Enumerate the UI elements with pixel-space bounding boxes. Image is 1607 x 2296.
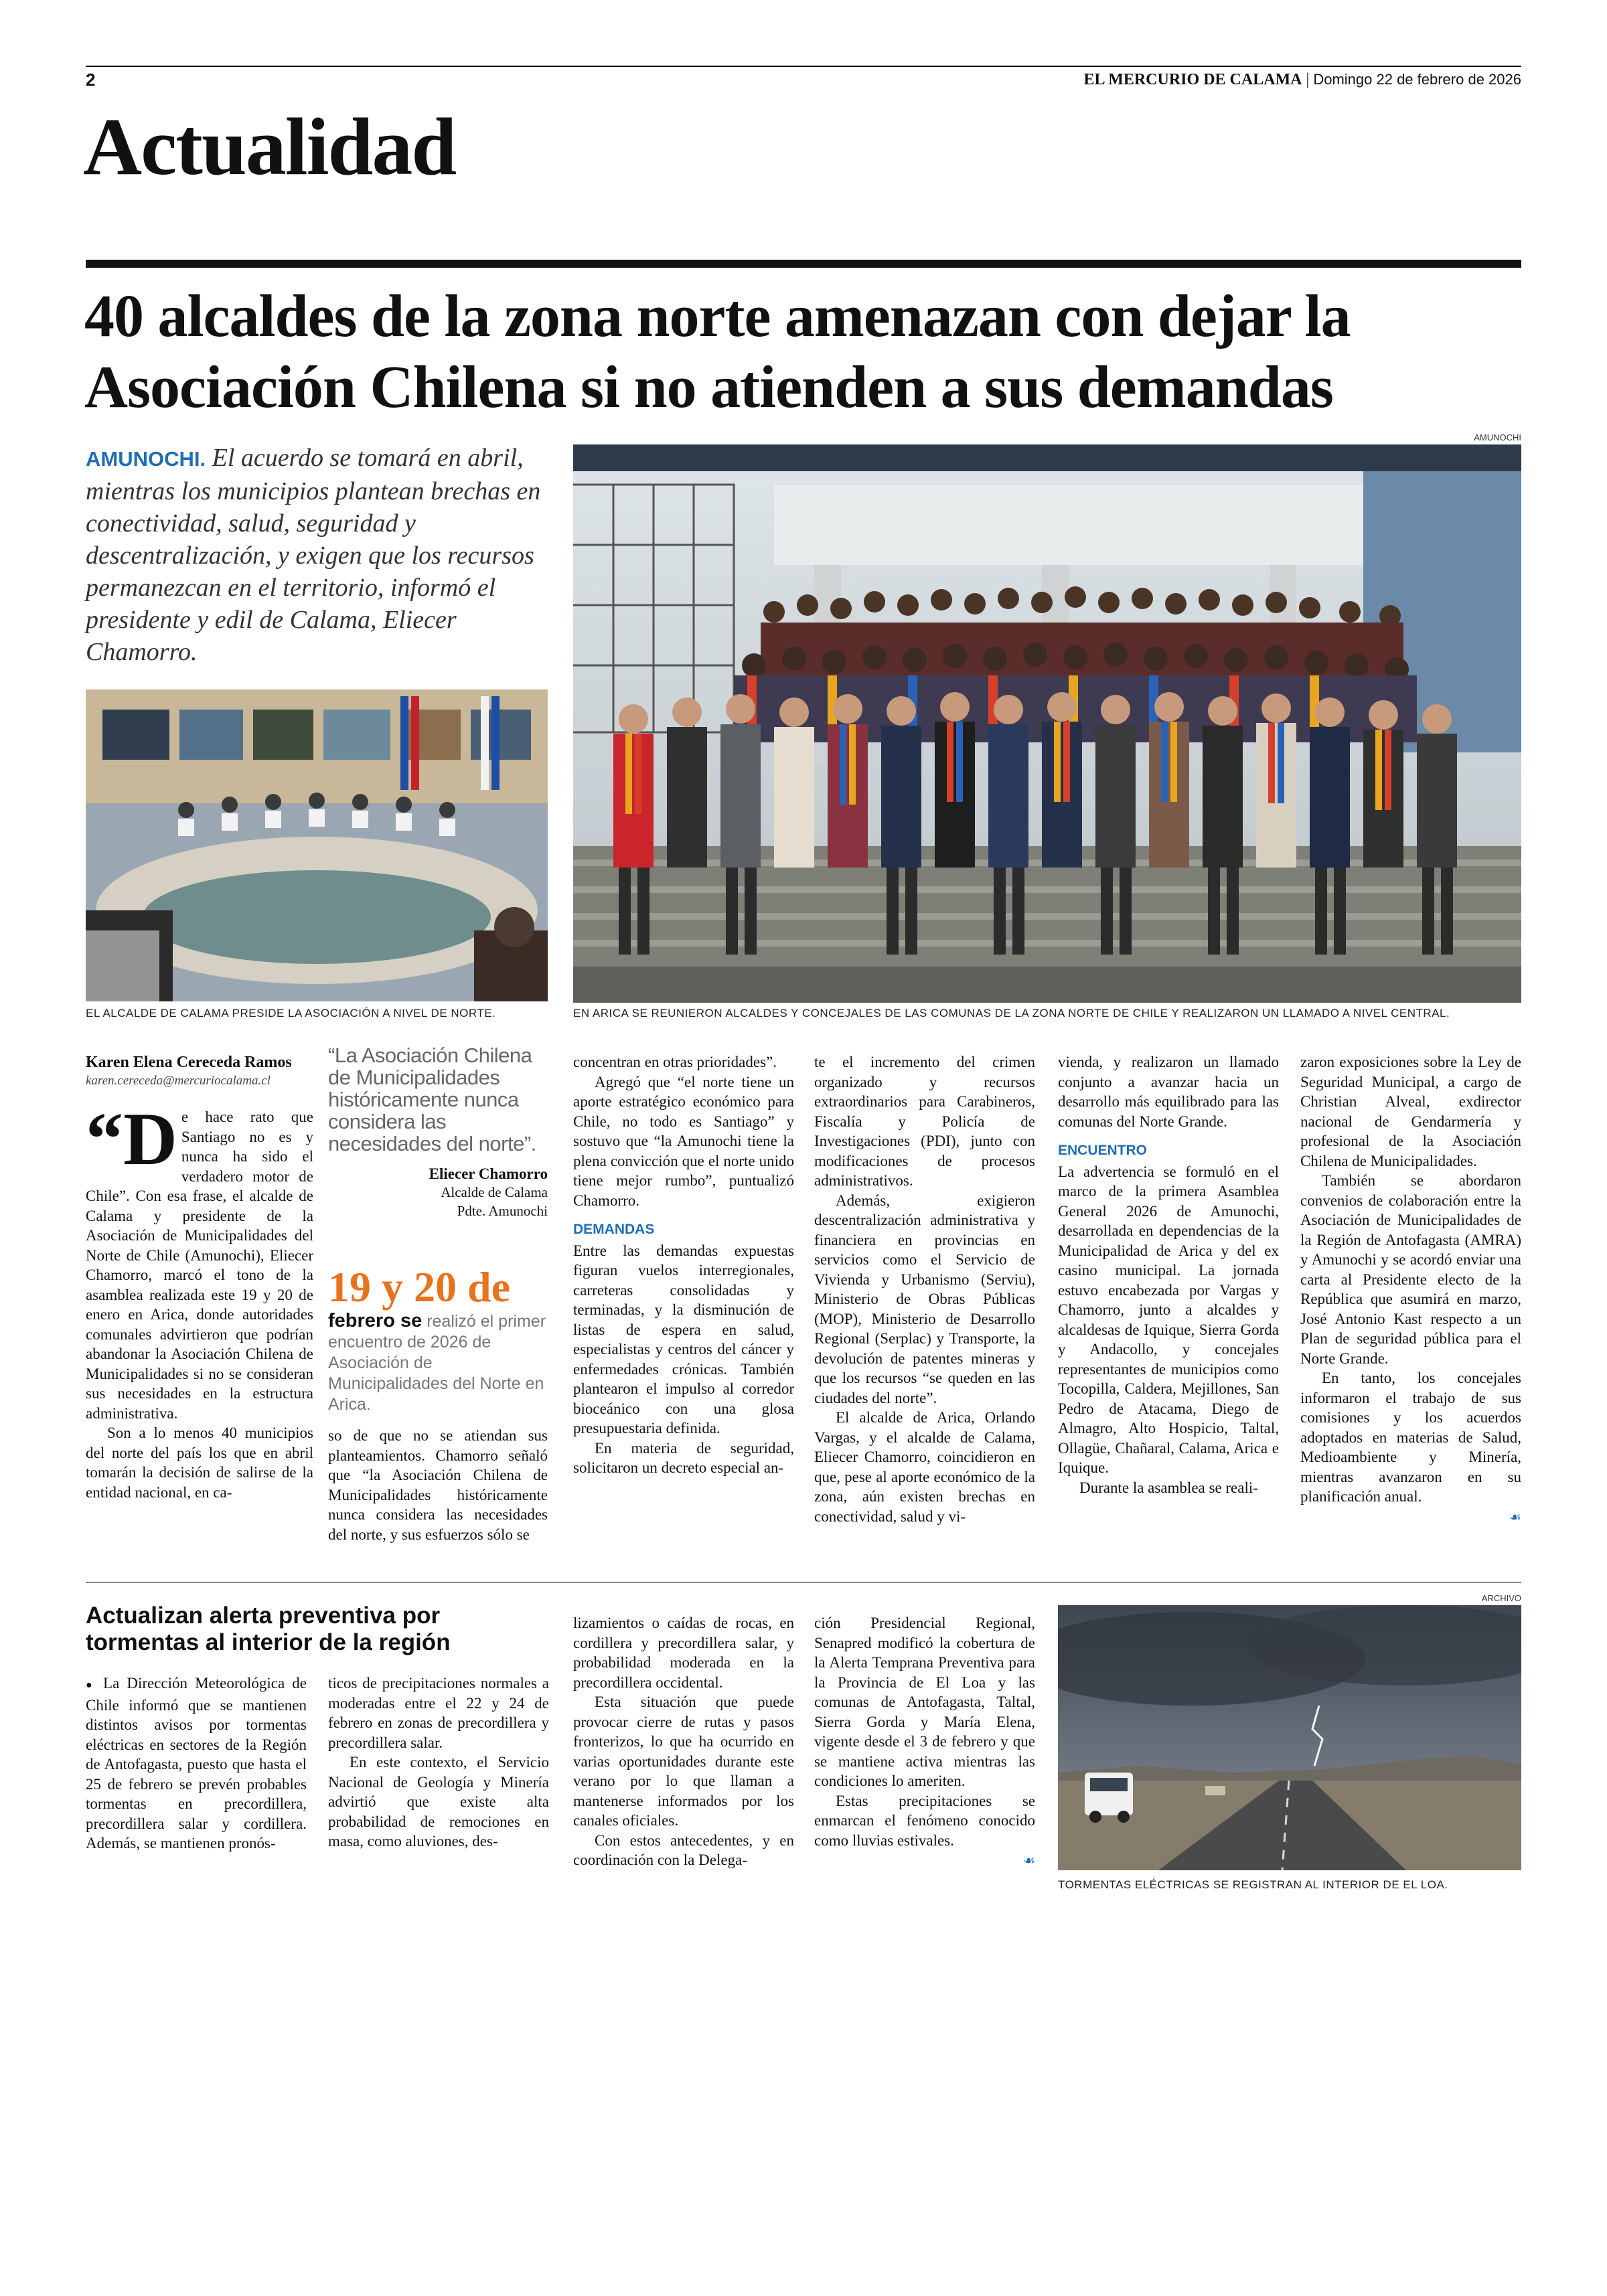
col4-paragraph-3: El alcalde de Arica, Orlando Vargas, y el alcalde de Calama, Eliecer Chamorro, coincidieron en que, pese al aporte económico de la zona, aún existen brechas en conectividad, salud y vi- xyxy=(814,1409,1035,1525)
lead-tag: AMUNOCHI. xyxy=(86,447,206,471)
masthead-line xyxy=(1084,71,1522,89)
second-col-1 xyxy=(86,1673,307,1854)
second-col2-paragraph-2: En este contexto, el Servicio Nacional de Geología y Minería advirtió que existe alta probabilidad de remociones en masa, como aluviones, des- xyxy=(328,1754,549,1850)
storm-photo-credit: ARCHIVO xyxy=(1481,1593,1521,1603)
col1-paragraph-2: Son a lo menos 40 municipios del norte del país los que en abril tomarán la decisión de salirse de la entidad nacional, en ca- xyxy=(86,1424,313,1501)
pull-quote-role-2: Pdte. Amunochi xyxy=(457,1203,548,1219)
col4-paragraph-2: Además, exigieron descentralización administrativa y financiera en provincias en servicios como el Servicio de Vivienda y Urbanismo (Serviu), Ministerio de Obras Públicas (MOP), Ministerio de Desarrollo Regional (Serplac) y Transporte, la devolución de patentes mineras y que los recursos “se queden en las ciudades del norte”. xyxy=(814,1192,1035,1406)
subhead-encuentro: ENCUENTRO xyxy=(1058,1143,1148,1158)
end-mark-icon: ☙ xyxy=(1509,1508,1521,1525)
second-headline xyxy=(86,1603,554,1656)
second-col-4 xyxy=(814,1613,1035,1871)
council-room-photo xyxy=(86,689,548,1001)
lead-text: El acuerdo se tomará en abril, mientras los municipios plantean brechas en conectividad, salud, seguridad y descentralización, y exigen que los recursos permanezcan en el territorio, informó el presidente y edil de Calama, Eliecer Chamorro. xyxy=(86,444,541,666)
storm-photo-caption: TORMENTAS ELÉCTRICAS SE REGISTRAN AL INTERIOR DE EL LOA. xyxy=(1058,1878,1448,1891)
col6-paragraph-2: También se abordaron convenios de colaboración entre la Asociación de Municipalidades de la Región de Antofagasta (AMRA) y Amunochi y se acordó enviar una carta al Presidente electo de la República que asumirá en marzo, José Antonio Kast respecto a un Plan de seguridad pública para el Norte Grande. xyxy=(1300,1172,1521,1367)
col5-paragraph-1: vienda, y realizaron un llamado conjunto a avanzar hacia un desarrollo más equilibrado para las comunas del Norte Grande. xyxy=(1058,1054,1279,1130)
col2-paragraph-1: so de que no se atiendan sus planteamientos. Chamorro señaló que “la Asociación Chilena de Municipalidades históricamente nunca considera las necesidades del norte, y sus esfuerzos sólo se xyxy=(328,1427,548,1543)
pull-quote: “La Asociación Chilena de Municipalidades históricamente nunca considera las necesidades del norte”. xyxy=(328,1044,536,1155)
pull-quote-name: Eliecer Chamorro xyxy=(429,1165,548,1182)
col6-paragraph-1: zaron exposiciones sobre la Ley de Seguridad Municipal, a cargo de Christian Alveal, exdirector nacional de Gendarmería y profesional de la Asociación Chilena de Municipalidades. xyxy=(1300,1054,1521,1169)
second-col3-paragraph-1: lizamientos o caídas de rocas, en cordillera y precordillera salar, y probabilidad moderada en la precordillera occidental. xyxy=(573,1615,794,1691)
col5-paragraph-3: Durante la asamblea se reali- xyxy=(1079,1479,1258,1496)
pull-quote-block xyxy=(328,1044,548,1220)
second-col3-paragraph-2: Esta situación que puede provocar cierre de rutas y pasos fronterizos, lo que ha ocurrido en varias oportunidades durante este verano por lo que llaman a mantenerse informados por los canales oficiales. xyxy=(573,1694,794,1829)
author-email: karen.cereceda@mercuriocalama.cl xyxy=(86,1074,271,1088)
subhead-demandas: DEMANDAS xyxy=(573,1222,655,1237)
page-number: 2 xyxy=(86,70,96,90)
second-col1-text: La Dirección Meteorológica de Chile informó que se mantienen distintos avisos por tormentas eléctricas en sectores de la Región de Antofagasta, puesto que hasta el 25 de febrero se prevén probables tormentas en precordillera, precordillera salar y cordillera. Además, se mantienen pronós- xyxy=(86,1675,307,1852)
main-col-1 xyxy=(86,1052,313,1502)
second-headline-line-1: Actualizan alerta preventiva por xyxy=(86,1603,441,1629)
col3-paragraph-1: concentran en otras prioridades”. xyxy=(573,1054,777,1070)
author-name: Karen Elena Cereceda Ramos xyxy=(86,1054,292,1071)
lead-paragraph xyxy=(86,442,548,668)
publication-date: Domingo 22 de febrero de 2026 xyxy=(1313,71,1521,88)
second-headline-line-2: tormentas al interior de la región xyxy=(86,1629,451,1655)
main-headline xyxy=(84,281,1524,423)
col1-paragraph-1: e hace rato que Santiago no es y nunca ha sido el verdadero motor de Chile”. Con esa frase, el alcalde de Calama y presidente de la Asociación de Municipalidades del Norte de Chile (Amunochi), Eliecer Chamorro, marcó el tono de la asamblea realizada este 19 y 20 de enero en Arica, donde autoridades comunales advirtieron que podrían abandonar la Asociación Chilena de Municipalidades si no se consideran sus necesidades en la estructura administrativa. xyxy=(86,1109,313,1422)
top-rule xyxy=(86,66,1521,67)
stat-text: realizó el primer encuentro de 2026 de Asociación de Municipalidades del Norte en Arica. xyxy=(328,1312,546,1414)
large-photo-credit: AMUNOCHI xyxy=(1474,432,1521,442)
main-col-3 xyxy=(573,1052,794,1478)
stat-bold: febrero se xyxy=(328,1310,423,1331)
second-col2-paragraph-1: ticos de precipitaciones normales a moderadas entre el 22 y 24 de febrero en zonas de precordillera y precordillera salar. xyxy=(328,1675,549,1751)
article-divider xyxy=(86,1582,1521,1583)
second-col-3 xyxy=(573,1613,794,1870)
second-end-mark-icon: ☙ xyxy=(1023,1852,1035,1868)
second-col4-paragraph-2: Estas precipitaciones se enmarcan el fenómeno conocido como lluvias estivales. xyxy=(814,1792,1035,1849)
col3-paragraph-2: Agregó que “el norte tiene un aporte estratégico económico para Chile, no todo es Santiago” y sostuvo que “la Amunochi tiene la plena convicción que el norte unido tiene mejor rumbo”, puntualizó Chamorro. xyxy=(573,1073,794,1209)
col6-paragraph-3: En tanto, los concejales informaron el trabajo de sus comisiones y los acuerdos adoptados en materias de Salud, Medioambiente y Minería, mientras avanzaron en su planificación anual. xyxy=(1300,1370,1521,1505)
col3-paragraph-4: En materia de seguridad, solicitaron un decreto especial an- xyxy=(573,1439,794,1476)
group-photo xyxy=(573,444,1521,1003)
main-col-5 xyxy=(1058,1052,1279,1497)
main-col-2 xyxy=(328,1426,548,1544)
pull-quote-role-1: Alcalde de Calama xyxy=(441,1184,548,1200)
second-col4-paragraph-1: ción Presidencial Regional, Senapred modificó la cobertura de la Alerta Temprana Preventiva para la Provincia de El Loa y las comunas de Antofagasta, Taltal, Sierra Gorda y María Elena, vigente desde el 3 de febrero y que se mantiene activa mientras las condiciones lo ameriten. xyxy=(814,1615,1035,1789)
small-photo-caption: EL ALCALDE DE CALAMA PRESIDE LA ASOCIACIÓN A NIVEL DE NORTE. xyxy=(86,1007,496,1019)
stat-box xyxy=(328,1264,548,1415)
large-photo-caption: EN ARICA SE REUNIERON ALCALDES Y CONCEJALES DE LAS COMUNAS DE LA ZONA NORTE DE CHILE Y REALIZARON UN LLAMADO A NIVEL CENTRAL. xyxy=(573,1007,1450,1019)
separator: | xyxy=(1306,71,1310,88)
storm-photo xyxy=(1058,1605,1521,1870)
headline-line-2: Asociación Chilena si no atienden a sus demandas xyxy=(84,354,1333,420)
main-col-4 xyxy=(814,1052,1035,1526)
headline-line-1: 40 alcaldes de la zona norte amenazan con dejar la xyxy=(84,283,1351,349)
main-col-6 xyxy=(1300,1052,1521,1527)
publication-name: EL MERCURIO DE CALAMA xyxy=(1083,71,1302,88)
drop-cap: “D xyxy=(86,1098,177,1181)
second-col3-paragraph-3: Con estos antecedentes, y en coordinación con la Delega- xyxy=(573,1831,794,1868)
stat-number: 19 y 20 de xyxy=(328,1263,510,1311)
second-col-2 xyxy=(328,1673,549,1852)
bullet-icon: ● xyxy=(86,1679,96,1691)
col4-paragraph-1: te el incremento del crimen organizado y recursos extraordinarios para Carabineros, Fiscalía y Policía de Investigaciones (PDI), junto con modificaciones de procesos administrativos. xyxy=(814,1054,1035,1189)
col3-paragraph-3: Entre las demandas expuestas figuran vuelos interregionales, carreteras consolidadas y terminadas, y la disminución de listas de espera en salud, especialistas y centros del cáncer y enfermedades crónicas. También plantearon el impulso al corredor bioceánico con una glosa presupuestaria definida. xyxy=(573,1242,794,1437)
section-title: Actualidad xyxy=(83,102,456,192)
col5-paragraph-2: La advertencia se formuló en el marco de la primera Asamblea General 2026 de Amunochi, desarrollada en dependencias de la Municipalidad de Arica y del ex casino municipal. La jornada estuvo encabezada por Vargas y Chamorro, junto a alcaldes y alcaldesas de Iquique, Sierra Gorda y Andacollo, y concejales representantes de municipios como Tocopilla, Caldera, Mejillones, San Pedro de Atacama, Diego de Almagro, Alto Hospicio, Taltal, Ollagüe, Chañaral, Calama, Arica e Iquique. xyxy=(1058,1163,1279,1476)
section-rule xyxy=(86,260,1521,268)
